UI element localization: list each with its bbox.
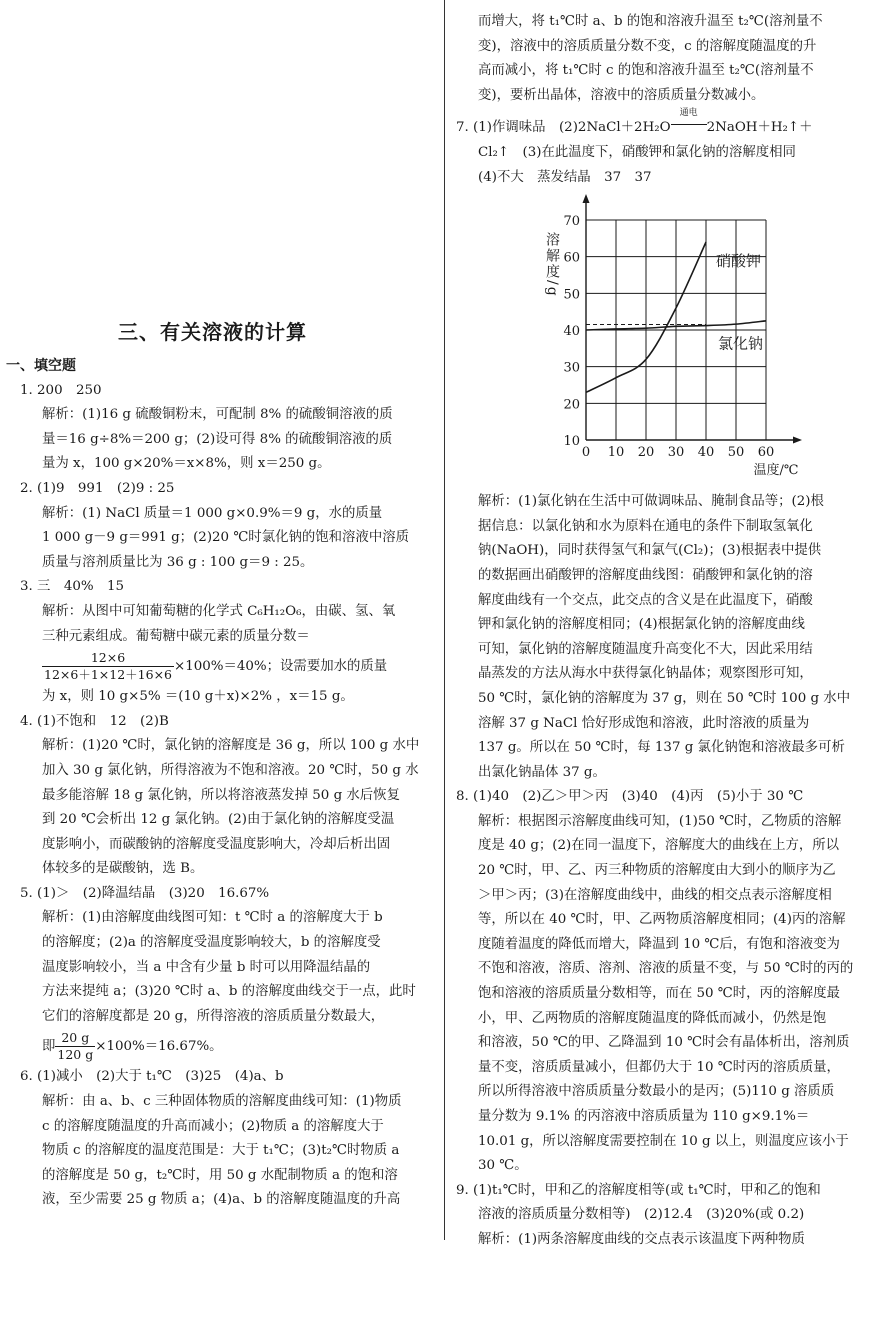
q7-explanation: 出氯化钠晶体 37 g。 bbox=[478, 764, 606, 780]
q1-explanation: 量为 x，100 g×20%＝x×8%，则 x＝250 g。 bbox=[42, 456, 331, 472]
x-tick-label: 0 bbox=[581, 445, 591, 461]
q7-answer-part: Cl₂↑ (3)在此温度下，硝酸钾和氯化钠的溶解度相同 bbox=[478, 144, 796, 160]
q5-explanation: 即 bbox=[42, 1039, 56, 1055]
y-axis-arrow-icon bbox=[583, 194, 590, 203]
q9-answer-part: 溶液的溶质质量分数相等) (2)12.4 (3)20%(或 0.2) bbox=[478, 1207, 805, 1223]
q8-explanation: ＞甲＞丙；(3)在溶解度曲线中，曲线的相交点表示溶解度相 bbox=[478, 887, 832, 903]
column-divider bbox=[444, 0, 445, 1240]
q5-answer: 5. (1)＞ (2)降温结晶 (3)20 16.67% bbox=[20, 885, 270, 901]
q8-explanation: 20 ℃时，甲、乙、丙三种物质的溶解度由大到小的顺序为乙 bbox=[478, 863, 836, 879]
right-column bbox=[456, 0, 870, 1253]
fraction-numerator: 20 g bbox=[55, 1030, 95, 1047]
q8-explanation: 量不变，溶质质量减小，但都仍大于 10 ℃时丙的溶质质量， bbox=[478, 1059, 840, 1075]
q5-explanation: 的溶解度；(2)a 的溶解度受温度影响较大，b 的溶解度受 bbox=[42, 935, 381, 951]
q7-explanation: 解析：(1)氯化钠在生活中可做调味品、腌制食品等；(2)根 bbox=[478, 494, 824, 510]
q7-explanation: 钠(NaOH)，同时获得氢气和氯气(Cl₂)；(3)根据表中提供 bbox=[478, 543, 822, 559]
y-tick-label: 40 bbox=[563, 324, 580, 340]
q6-answer: 6. (1)减小 (2)大于 t₁℃ (3)25 (4)a、b bbox=[20, 1069, 284, 1085]
section-heading: 一、填空题 bbox=[6, 358, 76, 374]
q8-explanation: 10.01 g，所以溶解度需要控制在 10 g 以上，则温度应该小于 bbox=[478, 1133, 849, 1149]
q5-explanation: 温度影响较小，当 a 中含有少量 b 时可以用降温结晶的 bbox=[42, 959, 371, 975]
q8-answer: 8. (1)40 (2)乙＞甲＞丙 (3)40 (4)丙 (5)小于 30 ℃ bbox=[456, 789, 804, 805]
y-tick-label: 30 bbox=[563, 360, 580, 376]
q8-explanation: 不饱和溶液，溶质、溶剂、溶液的质量不变，与 50 ℃时的丙的 bbox=[478, 961, 854, 977]
q2-explanation: 1 000 g－9 g＝991 g；(2)20 ℃时氯化钠的饱和溶液中溶质 bbox=[42, 530, 409, 546]
y-axis-label: 溶解度/g bbox=[544, 232, 560, 298]
reaction-condition: 通电 bbox=[679, 108, 698, 119]
q4-explanation: 加入 30 g 氯化钠，所得溶液为不饱和溶液。20 ℃时，50 g 水 bbox=[42, 762, 419, 778]
q2-answer: 2. (1)9 991 (2)9 : 25 bbox=[20, 480, 175, 496]
q1-explanation: 解析：(1)16 g 硫酸铜粉末，可配制 8% 的硫酸铜溶液的质 bbox=[42, 407, 393, 423]
q4-explanation: 体较多的是碳酸钠，选 B。 bbox=[42, 861, 204, 877]
y-tick-label: 70 bbox=[563, 214, 580, 230]
q8-explanation: 度是 40 g；(2)在同一温度下，溶解度大的曲线在上方，所以 bbox=[478, 838, 840, 854]
q8-explanation: 量分数为 9.1% 的丙溶液中溶质质量为 110 g×9.1%＝ bbox=[478, 1109, 810, 1124]
y-tick-label: 10 bbox=[563, 434, 580, 450]
fraction-denominator: 12×6＋1×12＋16×6 bbox=[44, 667, 172, 683]
y-tick-label: 50 bbox=[563, 287, 580, 303]
q7-explanation: 溶解 37 g NaCl 恰好形成饱和溶液，此时溶液的质量为 bbox=[478, 715, 810, 731]
fraction-denominator: 120 g bbox=[57, 1047, 94, 1063]
q7-explanation: 据信息：以氯化钠和水为原料在通电的条件下制取氢氧化 bbox=[478, 518, 813, 534]
left-column bbox=[6, 0, 434, 1213]
q5-explanation: 它们的溶解度都是 20 g，所得溶液的溶质质量分数最大， bbox=[42, 1008, 385, 1024]
x-tick-label: 60 bbox=[757, 445, 775, 461]
q8-explanation: 度随着温度的降低而增大，降温到 10 ℃后，有饱和溶液变为 bbox=[478, 936, 840, 952]
solubility-chart bbox=[456, 190, 870, 490]
q6-explanation: 高而减小，将 t₁℃时 c 的饱和溶液升温至 t₂℃(溶剂量不 bbox=[478, 63, 814, 79]
x-tick-label: 20 bbox=[637, 445, 655, 461]
q1-explanation: 量＝16 g÷8%＝200 g；(2)设可得 8% 的硫酸铜溶液的质 bbox=[42, 431, 393, 447]
q3-explanation: 三种元素组成。葡萄糖中碳元素的质量分数＝ bbox=[42, 628, 310, 644]
q5-explanation: 方法来提纯 a；(3)20 ℃时 a、b 的溶解度曲线交于一点，此时 bbox=[42, 984, 416, 1000]
q7-explanation: 钾和氯化钠的溶解度相同；(4)根据氯化钠的溶解度曲线 bbox=[478, 617, 805, 633]
q5-fraction-line bbox=[20, 1029, 434, 1065]
q6-explanation: 解析：由 a、b、c 三种固体物质的溶解度曲线可知：(1)物质 bbox=[42, 1094, 402, 1110]
q8-explanation: 30 ℃。 bbox=[478, 1158, 528, 1174]
q6-explanation: c 的溶解度随温度的升高而减小；(2)物质 a 的溶解度大于 bbox=[42, 1118, 384, 1134]
x-tick-label: 30 bbox=[667, 445, 685, 461]
q6-explanation: 的溶解度是 50 g，t₂℃时，用 50 g 水配制物质 a 的饱和溶 bbox=[42, 1167, 398, 1183]
q8-explanation: 小，甲、乙两物质的溶解度随温度的降低而减小，仍然是饱 bbox=[478, 1010, 827, 1026]
q5-explanation: ×100%＝16.67%。 bbox=[95, 1039, 223, 1055]
q8-explanation: 所以所得溶液中溶质质量分数最小的是丙；(5)110 g 溶质质 bbox=[478, 1084, 835, 1100]
q6-explanation: 液，至少需要 25 g 物质 a；(4)a、b 的溶解度随温度的升高 bbox=[42, 1192, 401, 1208]
q2-explanation: 解析：(1) NaCl 质量＝1 000 g×0.9%＝9 g，水的质量 bbox=[42, 505, 383, 521]
q7-answer-part: 7. (1)作调味品 (2)2NaCl＋2H₂O bbox=[456, 120, 671, 136]
q4-explanation: 度影响小，而碳酸钠的溶解度受温度影响大，冷却后析出固 bbox=[42, 836, 391, 852]
q4-answer: 4. (1)不饱和 12 (2)B bbox=[20, 713, 169, 729]
x-tick-label: 40 bbox=[697, 445, 715, 461]
solubility-chart-svg bbox=[456, 190, 870, 490]
x-tick-label: 50 bbox=[727, 445, 745, 461]
q3-answer: 3. 三 40% 15 bbox=[20, 579, 125, 595]
series-label: 硝酸钾 bbox=[716, 251, 762, 270]
q4-explanation: 到 20 ℃会析出 12 g 氯化钠。(2)由于氯化钠的溶解度受温 bbox=[42, 812, 395, 828]
q7-explanation: 可知，氯化钠的溶解度随温度升高变化不大，因此采用结 bbox=[478, 641, 813, 657]
q8-explanation: 饱和溶液的溶质质量分数相等，而在 50 ℃时，丙的溶解度最 bbox=[478, 986, 840, 1002]
q4-explanation: 解析：(1)20 ℃时，氯化钠的溶解度是 36 g，所以 100 g 水中 bbox=[42, 738, 420, 754]
q5-explanation: 解析：(1)由溶解度曲线图可知：t ℃时 a 的溶解度大于 b bbox=[42, 910, 383, 926]
q2-explanation: 质量与溶剂质量比为 36 g : 100 g＝9 : 25。 bbox=[42, 554, 314, 570]
q7-explanation: 137 g。所以在 50 ℃时，每 137 g 氯化钠饱和溶液最多可析 bbox=[478, 740, 845, 756]
fraction bbox=[55, 1030, 95, 1063]
q6-explanation: 变)，溶液中的溶质质量分数不变，c 的溶解度随温度的升 bbox=[478, 38, 817, 54]
q6-explanation: 变)，要析出晶体，溶液中的溶质质量分数减小。 bbox=[478, 87, 765, 103]
q8-explanation: 等，所以在 40 ℃时，甲、乙两物质溶解度相同；(4)丙的溶解 bbox=[478, 912, 846, 928]
page-title: 三、有关溶液的计算 bbox=[118, 320, 307, 344]
series-label: 氯化钠 bbox=[718, 334, 764, 353]
q7-answer-part: (4)不大 蒸发结晶 37 37 bbox=[478, 169, 652, 185]
q8-explanation: 和溶液，50 ℃的甲、乙降温到 10 ℃时会有晶体析出，溶剂质 bbox=[478, 1035, 850, 1051]
q1-answer: 1. 200 250 bbox=[20, 382, 102, 398]
q3-explanation: 解析：从图中可知葡萄糖的化学式 C₆H₁₂O₆，由碳、氢、氧 bbox=[42, 603, 396, 619]
q7-explanation: 晶蒸发的方法从海水中获得氯化钠晶体；观察图形可知， bbox=[478, 666, 813, 682]
fraction-numerator: 12×6 bbox=[42, 650, 174, 667]
q7-answer bbox=[456, 108, 870, 141]
q8-explanation: 解析：根据图示溶解度曲线可知，(1)50 ℃时，乙物质的溶解 bbox=[478, 813, 842, 829]
fraction bbox=[42, 650, 174, 683]
y-tick-label: 60 bbox=[563, 250, 580, 266]
q6-explanation: 而增大，将 t₁℃时 a、b 的饱和溶液升温至 t₂℃(溶剂量不 bbox=[478, 14, 823, 29]
x-tick-label: 10 bbox=[607, 445, 625, 461]
x-axis-arrow-icon bbox=[793, 437, 802, 444]
reaction-condition-arrow bbox=[671, 108, 707, 131]
q7-explanation: 50 ℃时，氯化钠的溶解度为 37 g，则在 50 ℃时 100 g 水中 bbox=[478, 690, 851, 706]
q9-answer: 9. (1)t₁℃时，甲和乙的溶解度相等(或 t₁℃时，甲和乙的饱和 bbox=[456, 1182, 821, 1198]
q3-explanation: 为 x，则 10 g×5% ＝(10 g＋x)×2% ，x＝15 g。 bbox=[42, 689, 354, 705]
q7-answer-part: 2NaOH＋H₂↑＋ bbox=[706, 120, 813, 136]
q4-explanation: 最多能溶解 18 g 氯化钠，所以将溶液蒸发掉 50 g 水后恢复 bbox=[42, 787, 400, 803]
q3-explanation: ×100%＝40%；设需要加水的质量 bbox=[174, 659, 388, 675]
q9-explanation: 解析：(1)两条溶解度曲线的交点表示该温度下两种物质 bbox=[478, 1231, 805, 1247]
q6-explanation: 物质 c 的溶解度的温度范围是：大于 t₁℃；(3)t₂℃时物质 a bbox=[42, 1143, 400, 1159]
q7-explanation: 的数据画出硝酸钾的溶解度曲线图：硝酸钾和氯化钠的溶 bbox=[478, 567, 813, 583]
x-axis-label: 温度/℃ bbox=[753, 463, 799, 479]
q7-explanation: 解度曲线有一个交点，此交点的含义是在此温度下，硝酸 bbox=[478, 592, 813, 608]
y-tick-label: 20 bbox=[563, 397, 580, 413]
q3-fraction-line bbox=[20, 649, 434, 685]
